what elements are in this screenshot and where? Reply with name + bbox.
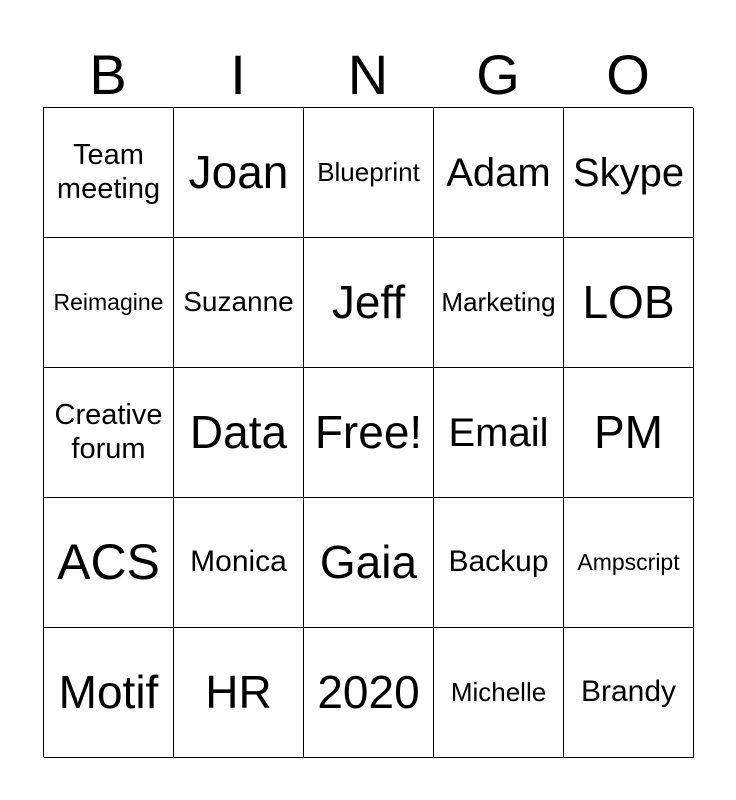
cell-text: Team meeting [56,139,161,205]
bingo-cell[interactable] [174,108,304,238]
cell-text: PM [594,406,663,459]
cell-text: Marketing [441,286,556,317]
bingo-cell[interactable] [564,238,694,368]
bingo-cell[interactable] [304,628,434,758]
bingo-cell[interactable] [564,368,694,498]
bingo-cell[interactable] [44,108,174,238]
cell-text: Brandy [580,675,677,709]
bingo-cell[interactable] [44,498,174,628]
header-letter-i: I [230,43,246,106]
bingo-cell[interactable] [434,108,564,238]
cell-text: Blueprint [317,156,420,187]
bingo-cell[interactable] [304,238,434,368]
cell-text: Joan [188,146,289,199]
bingo-cell[interactable] [174,628,304,758]
bingo-cell[interactable] [174,238,304,368]
cell-text: Data [189,406,288,459]
cell-text: Email [448,410,549,455]
cell-text: HR [205,666,272,719]
cell-text: 2020 [317,666,420,719]
bingo-cell[interactable] [44,368,174,498]
bingo-cell[interactable] [434,238,564,368]
bingo-cell[interactable] [304,108,434,238]
bingo-cell[interactable] [434,628,564,758]
bingo-cell[interactable] [434,498,564,628]
bingo-cell[interactable] [564,628,694,758]
cell-text: Michelle [450,676,547,707]
cell-text: LOB [582,276,675,329]
cell-text: Reimagine [53,289,164,316]
cell-text: Jeff [331,276,406,329]
bingo-cell[interactable] [174,368,304,498]
cell-text: Gaia [319,536,418,589]
bingo-cell[interactable] [564,498,694,628]
bingo-cell[interactable] [44,238,174,368]
header-letter-n: N [347,43,389,106]
bingo-card-grid [43,107,693,757]
header-letter-b: B [89,43,127,106]
bingo-header [43,43,693,106]
cell-text: Backup [448,545,549,579]
header-letter-g: G [476,43,520,106]
header-letter-o: O [606,43,650,106]
bingo-cell[interactable] [304,498,434,628]
bingo-cell[interactable] [44,628,174,758]
free-space-label: Free! [314,406,423,459]
cell-text: Suzanne [183,286,294,318]
bingo-cell[interactable] [564,108,694,238]
cell-text: Monica [190,545,287,579]
cell-text: Ampscript [577,549,680,576]
cell-text: ACS [57,533,160,590]
cell-text: Skype [572,150,685,195]
bingo-cell free-space[interactable] [304,368,434,498]
cell-text: Adam [446,150,551,195]
cell-text: Creative forum [54,399,163,465]
bingo-cell[interactable] [434,368,564,498]
cell-text: Motif [58,666,159,719]
bingo-cell[interactable] [174,498,304,628]
